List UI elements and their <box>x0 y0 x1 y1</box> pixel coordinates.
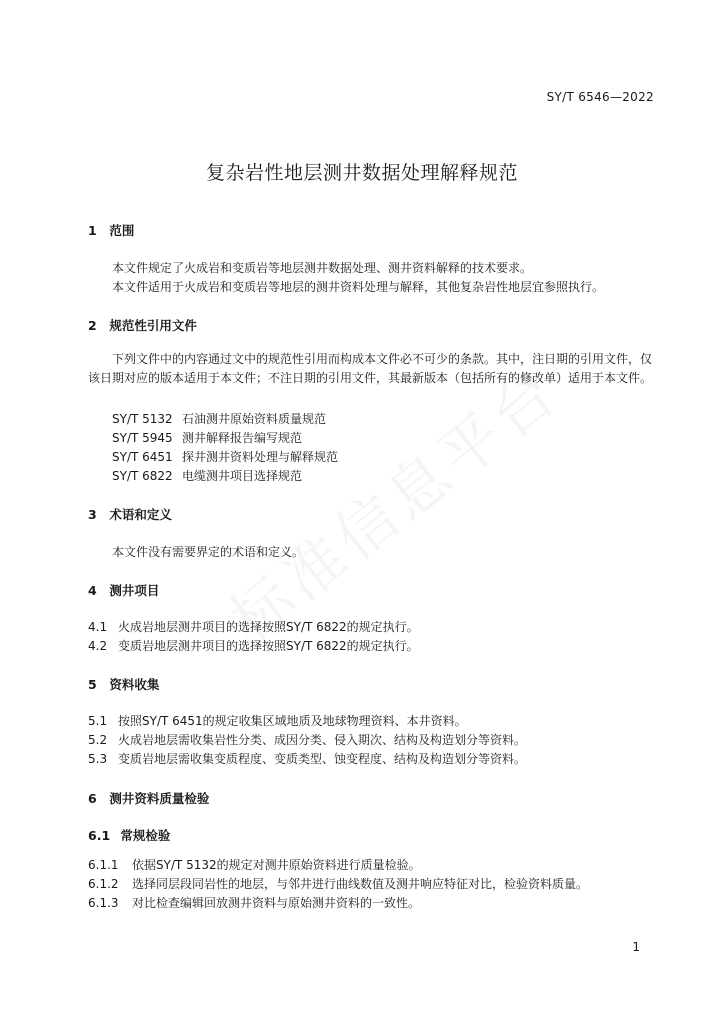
reference-title: 石油测井原始资料质量规范 <box>182 412 327 426</box>
reference-code: SY/T 6822 <box>112 469 173 483</box>
clause-number: 4.1 <box>88 620 108 634</box>
clause-text: 依据SY/T 5132的规定对测井原始资料进行质量检验。 <box>132 858 421 872</box>
clause-text: 变质岩地层需收集变质程度、变质类型、蚀变程度、结构及构造划分等资料。 <box>118 752 527 766</box>
reference-code: SY/T 6451 <box>112 450 173 464</box>
section-title: 测井项目 <box>109 583 160 598</box>
clause-number: 6.1.2 <box>88 877 119 891</box>
clause-text: 变质岩地层测井项目的选择按照SY/T 6822的规定执行。 <box>118 639 419 653</box>
section-number: 1 <box>88 223 97 238</box>
clause-number: 6.1.1 <box>88 858 119 872</box>
paragraph: 本文件规定了火成岩和变质岩等地层测井数据处理、测井资料解释的技术要求。 <box>112 261 533 275</box>
clause-number: 4.2 <box>88 639 108 653</box>
section-title: 术语和定义 <box>109 507 172 522</box>
section-number: 4 <box>88 583 97 598</box>
reference-item <box>112 410 326 427</box>
subsection-6-1-heading <box>88 826 170 844</box>
section-number: 3 <box>88 507 97 522</box>
subsection-number: 6.1 <box>88 828 111 843</box>
clause-item <box>88 637 419 654</box>
section-number: 5 <box>88 677 97 692</box>
paragraph: 下列文件中的内容通过文中的规范性引用而构成本文件必不可少的条款。其中，注日期的引用文件，仅该日期对应的版本适用于本文件；不注日期的引用文件，其最新版本（包括所有的修改单）适用于本文件。 <box>88 352 653 385</box>
clause-item <box>88 731 526 748</box>
section-6-heading <box>88 789 209 807</box>
clause-number: 5.2 <box>88 733 108 747</box>
clause-item <box>88 856 421 873</box>
page-number: 1 <box>632 940 640 954</box>
section-2-heading <box>88 316 197 334</box>
clause-text: 火成岩地层测井项目的选择按照SY/T 6822的规定执行。 <box>118 620 419 634</box>
clause-text: 按照SY/T 6451的规定收集区域地质及地球物理资料、本井资料。 <box>118 714 467 728</box>
reference-code: SY/T 5132 <box>112 412 173 426</box>
reference-title: 探井测井资料处理与解释规范 <box>182 450 339 464</box>
section-number: 6 <box>88 791 97 806</box>
document-title: 复杂岩性地层测井数据处理解释规范 <box>205 162 518 184</box>
clause-item <box>88 618 419 635</box>
reference-item <box>112 448 338 465</box>
section-title: 规范性引用文件 <box>109 318 197 333</box>
subsection-title: 常规检验 <box>120 828 171 843</box>
paragraph: 本文件适用于火成岩和变质岩等地层的测井资料处理与解释，其他复杂岩性地层宜参照执行。 <box>112 280 605 294</box>
clause-item <box>88 750 526 767</box>
clause-text: 火成岩地层需收集岩性分类、成因分类、侵入期次、结构及构造划分等资料。 <box>118 733 527 747</box>
clause-text: 选择同层段同岩性的地层，与邻井进行曲线数值及测井响应特征对比，检验资料质量。 <box>132 877 589 891</box>
clause-number: 5.3 <box>88 752 108 766</box>
clause-number: 5.1 <box>88 714 108 728</box>
section-number: 2 <box>88 318 97 333</box>
section-title: 测井资料质量检验 <box>109 791 210 806</box>
clause-item <box>88 894 420 911</box>
reference-code: SY/T 5945 <box>112 431 173 445</box>
reference-title: 测井解释报告编写规范 <box>182 431 303 445</box>
standard-code: SY/T 6546—2022 <box>546 90 654 104</box>
section-1-heading <box>88 221 134 239</box>
reference-item <box>112 429 302 446</box>
clause-number: 6.1.3 <box>88 896 119 910</box>
clause-text: 对比检查编辑回放测井资料与原始测井资料的一致性。 <box>132 896 421 910</box>
reference-title: 电缆测井项目选择规范 <box>182 469 303 483</box>
section-4-heading <box>88 581 159 599</box>
watermark <box>210 346 575 658</box>
clause-item <box>88 875 588 892</box>
reference-item <box>112 467 302 484</box>
clause-item <box>88 712 467 729</box>
paragraph: 本文件没有需要界定的术语和定义。 <box>112 545 305 559</box>
section-5-heading <box>88 675 159 693</box>
section-title: 资料收集 <box>109 677 160 692</box>
section-3-heading <box>88 505 172 523</box>
section-title: 范围 <box>109 223 135 238</box>
